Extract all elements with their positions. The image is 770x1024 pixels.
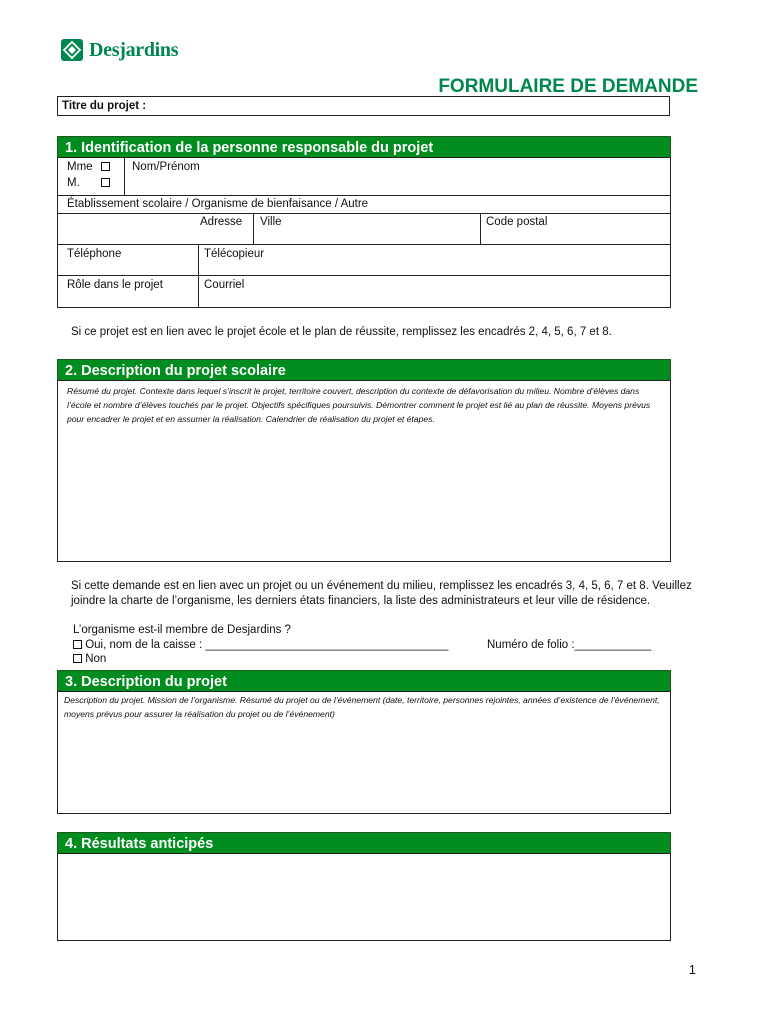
no-label: Non	[85, 653, 107, 665]
section-2-textarea[interactable]	[57, 380, 671, 562]
no-option[interactable]	[73, 653, 106, 665]
section-3-title: 3. Description du projet	[65, 674, 227, 690]
establishment-field[interactable]: Établissement scolaire / Organisme de bienfaisance / Autre	[67, 198, 369, 210]
desjardins-logo	[61, 38, 178, 62]
folio-field[interactable]: Numéro de folio :____________	[487, 639, 652, 651]
desjardins-emblem-icon	[61, 39, 83, 61]
phone-field[interactable]: Téléphone	[67, 248, 122, 260]
section-2-title: 2. Description du projet scolaire	[65, 363, 286, 379]
section-2-header	[57, 359, 671, 381]
name-field[interactable]: Nom/Prénom	[132, 161, 200, 173]
section-3-textarea[interactable]	[57, 691, 671, 814]
form-title: FORMULAIRE DE DEMANDE	[438, 76, 698, 97]
section-3-header	[57, 670, 671, 692]
community-note: Si cette demande est en lien avec un projet ou un événement du milieu, remplissez les encadrés 3, 4, 5, 6, 7 et 8. Veuillez joindre la charte de l’organisme, les derniers états financiers, la liste des administrateurs et leur ville de résidence.	[71, 580, 692, 607]
city-field[interactable]: Ville	[260, 216, 282, 228]
section-1-title: 1. Identification de la personne responsable du projet	[65, 140, 434, 156]
section-3-instructions: Description du projet. Mission de l’organisme. Résumé du projet ou de l’événement (date, territoire, personnes rejointes, années d’existence de l’événement, moyens prévus pour assurer la réalisation du projet ou de l’événement)	[64, 695, 660, 719]
address-field[interactable]: Adresse	[200, 216, 243, 228]
role-field[interactable]: Rôle dans le projet	[67, 279, 163, 291]
section-4-header	[57, 832, 671, 854]
yes-label: Oui, nom de la caisse : ______________________________________	[85, 639, 449, 651]
page-number: 1	[688, 962, 696, 977]
no-checkbox[interactable]	[73, 654, 82, 663]
section-4-textarea[interactable]	[57, 853, 671, 941]
section-2-instructions: Résumé du projet. Contexte dans lequel s’inscrit le projet, territoire couvert, description du contexte de défavorisation du milieu. Nombre d’élèves dans l’école et nombre d’élèves touchés par le projet. Objectifs spécifiques poursuivis. Démontrer comment le projet est lié au plan de réussite. Moyens prévus pour encadrer le projet et en assumer la réalisation. Calendrier de réalisation du projet et étapes.	[67, 386, 651, 424]
project-title-field[interactable]	[57, 96, 670, 116]
mme-label: Mme	[67, 161, 93, 173]
member-question: L’organisme est-il membre de Desjardins ?	[73, 624, 291, 636]
m-label: M.	[67, 177, 80, 189]
yes-option[interactable]	[73, 639, 448, 651]
postal-code-field[interactable]: Code postal	[486, 216, 548, 228]
email-field[interactable]: Courriel	[204, 279, 245, 291]
section-1-header	[57, 136, 671, 158]
mme-checkbox[interactable]	[101, 162, 110, 171]
mme-option[interactable]	[67, 161, 110, 173]
yes-checkbox[interactable]	[73, 640, 82, 649]
project-title-label: Titre du projet :	[62, 100, 147, 112]
fax-field[interactable]: Télécopieur	[204, 248, 265, 260]
section-1-table	[57, 157, 671, 308]
school-note: Si ce projet est en lien avec le projet école et le plan de réussite, remplissez les encadrés 2, 4, 5, 6, 7 et 8.	[71, 326, 612, 338]
m-checkbox[interactable]	[101, 178, 110, 187]
m-option[interactable]	[67, 177, 110, 189]
logo-text: Desjardins	[89, 38, 179, 61]
section-4-title: 4. Résultats anticipés	[65, 836, 214, 852]
